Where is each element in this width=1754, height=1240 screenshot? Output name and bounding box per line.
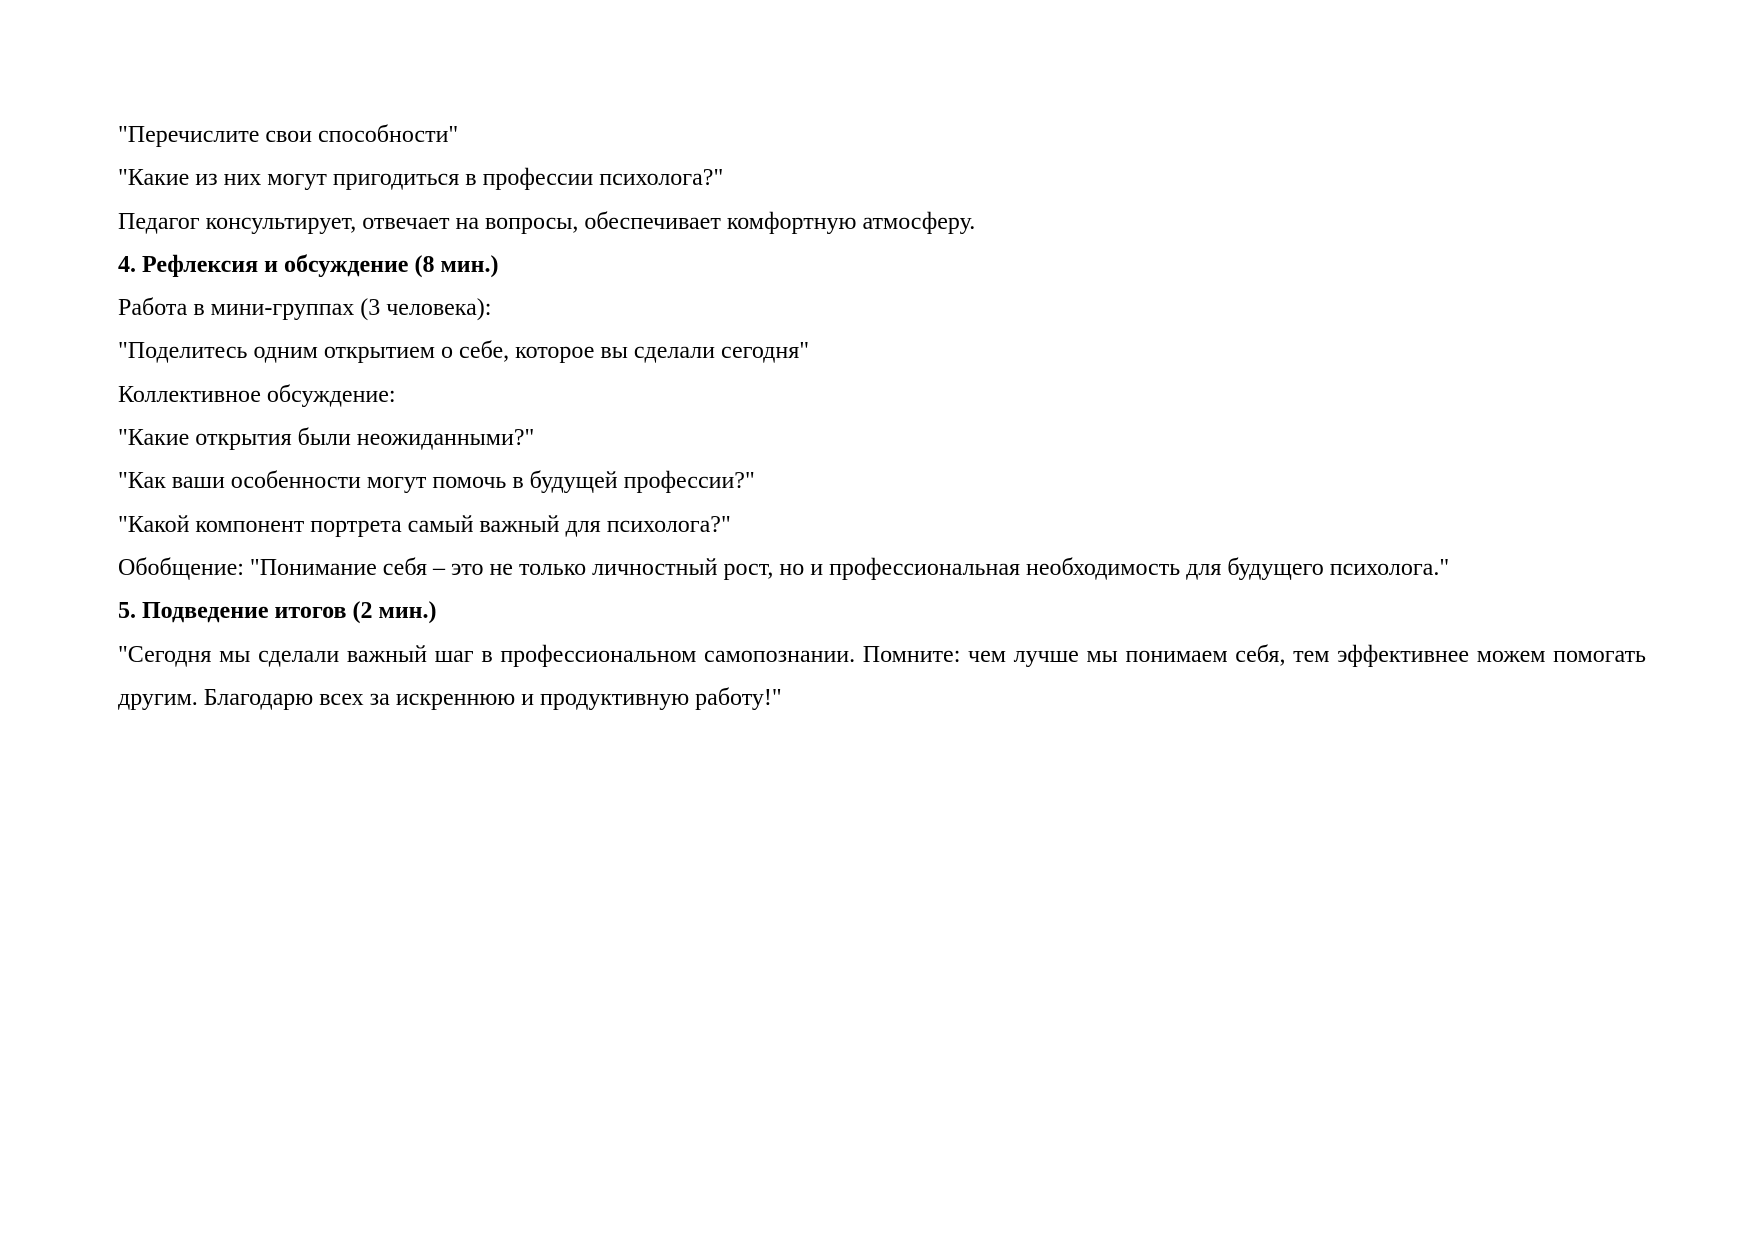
body-line: "Какой компонент портрета самый важный для психолога?"	[118, 511, 731, 538]
closing-paragraph: "Сегодня мы сделали важный шаг в профессиональном самопознании. Помните: чем лучше мы понимаем себя, тем эффективнее можем помогать другим. Благодарю всех за искреннюю и продуктивную работу!"	[118, 641, 1646, 711]
body-line: "Как ваши особенности могут помочь в будущей профессии?"	[118, 468, 755, 495]
body-line: Педагог консультирует, отвечает на вопросы, обеспечивает комфортную атмосферу.	[118, 208, 976, 235]
body-line: "Перечислите свои способности"	[118, 122, 459, 148]
document-body	[118, 114, 1646, 720]
body-line: "Поделитесь одним открытием о себе, которое вы сделали сегодня"	[118, 338, 810, 365]
section-heading-summary: 5. Подведение итогов (2 мин.)	[118, 598, 437, 625]
body-line: "Какие открытия были неожиданными?"	[118, 425, 535, 452]
body-line: "Какие из них могут пригодиться в профессии психолога?"	[118, 165, 724, 192]
body-line: Коллективное обсуждение:	[118, 381, 396, 408]
body-line: Обобщение: "Понимание себя – это не только личностный рост, но и профессиональная необходимость для будущего психолога."	[118, 554, 1450, 581]
body-line: Работа в мини-группах (3 человека):	[118, 295, 492, 322]
section-heading-reflection: 4. Рефлексия и обсуждение (8 мин.)	[118, 251, 499, 278]
